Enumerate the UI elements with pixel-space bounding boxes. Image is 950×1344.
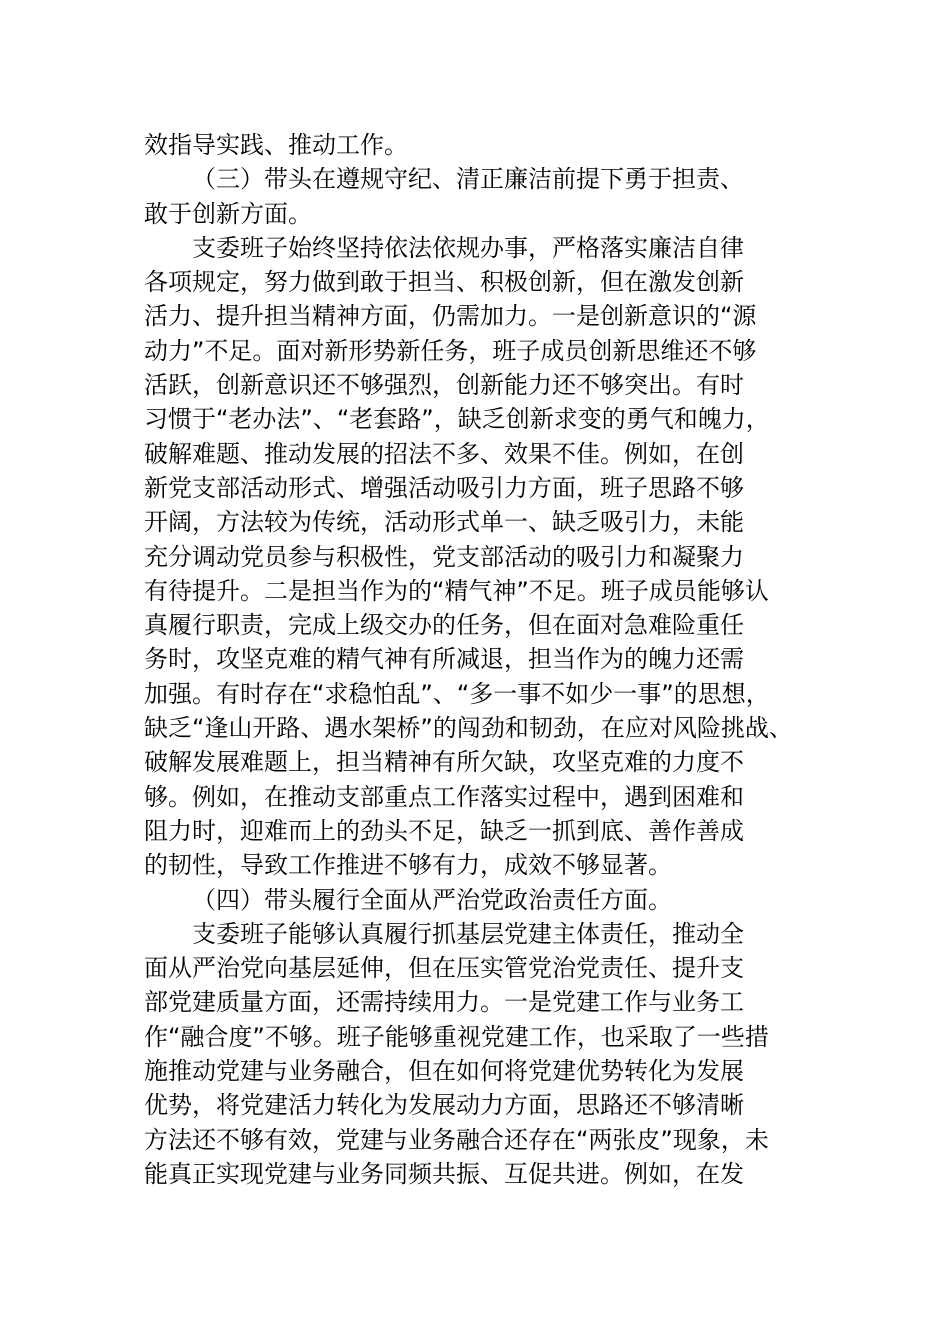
text-line: 阻力时，迎难而上的劲头不足，缺乏一抓到底、善作善成 xyxy=(144,816,744,845)
text-line: 支委班子始终坚持依法依规办事，严格落实廉洁自律 xyxy=(192,233,744,262)
heading-line: （三）带头在遵规守纪、清正廉洁前提下勇于担责、 xyxy=(192,165,744,194)
text-line: 效指导实践、推动工作。 xyxy=(144,131,408,159)
section-heading-4 xyxy=(144,883,809,917)
text-line: 作“融合度”不够。班子能够重视党建工作，也采取了一些措 xyxy=(144,1022,769,1051)
section-heading-3 xyxy=(144,162,809,231)
text-line: 真履行职责，完成上级交办的任务，但在面对急难险重任 xyxy=(144,611,744,640)
body-paragraph-1 xyxy=(144,231,809,883)
continuation-paragraph xyxy=(144,128,809,162)
text-line: 新党支部活动形式、增强活动吸引力方面，班子思路不够 xyxy=(144,473,744,502)
text-line: 活力、提升担当精神方面，仍需加力。一是创新意识的“源 xyxy=(144,302,757,331)
text-line: 破解难题、推动发展的招法不多、效果不佳。例如，在创 xyxy=(144,439,744,468)
text-line: 缺乏“逢山开路、遇水架桥”的闯劲和韧劲，在应对风险挑战、 xyxy=(144,714,793,743)
body-paragraph-2 xyxy=(144,917,809,1191)
text-line: 习惯于“老办法”、“老套路”，缺乏创新求变的勇气和魄力， xyxy=(144,405,770,434)
text-line: 的韧性，导致工作推进不够有力，成效不够显著。 xyxy=(144,851,672,880)
text-line: 施推动党建与业务融合，但在如何将党建优势转化为发展 xyxy=(144,1057,744,1086)
heading-line: 敢于创新方面。 xyxy=(144,199,312,228)
text-line: 够。例如，在推动支部重点工作落实过程中，遇到困难和 xyxy=(144,782,744,811)
text-line: 支委班子能够认真履行抓基层党建主体责任，推动全 xyxy=(192,919,744,948)
text-line: 开阔，方法较为传统，活动形式单一、缺乏吸引力，未能 xyxy=(144,508,744,537)
text-line: 破解发展难题上，担当精神有所欠缺，攻坚克难的力度不 xyxy=(144,748,744,777)
text-line: 面从严治党向基层延伸，但在压实管党治党责任、提升支 xyxy=(144,954,744,983)
text-line: 有待提升。二是担当作为的“精气神”不足。班子成员能够认 xyxy=(144,576,769,605)
heading-line: （四）带头履行全面从严治党政治责任方面。 xyxy=(192,885,672,914)
text-line: 充分调动党员参与积极性，党支部活动的吸引力和凝聚力 xyxy=(144,542,744,571)
text-line: 动力”不足。面对新形势新任务，班子成员创新思维还不够 xyxy=(144,336,757,365)
text-line: 各项规定，努力做到敢于担当、积极创新，但在激发创新 xyxy=(144,268,744,297)
document-body xyxy=(144,128,809,1191)
text-line: 能真正实现党建与业务同频共振、互促共进。例如，在发 xyxy=(144,1159,744,1188)
text-line: 方法还不够有效，党建与业务融合还存在“两张皮”现象，未 xyxy=(144,1125,769,1154)
text-line: 部党建质量方面，还需持续用力。一是党建工作与业务工 xyxy=(144,988,744,1017)
text-line: 加强。有时存在“求稳怕乱”、“多一事不如少一事”的思想， xyxy=(144,679,770,708)
text-line: 活跃，创新意识还不够强烈，创新能力还不够突出。有时 xyxy=(144,371,744,400)
text-line: 务时，攻坚克难的精气神有所减退，担当作为的魄力还需 xyxy=(144,645,744,674)
text-line: 优势，将党建活力转化为发展动力方面，思路还不够清晰 xyxy=(144,1091,744,1120)
